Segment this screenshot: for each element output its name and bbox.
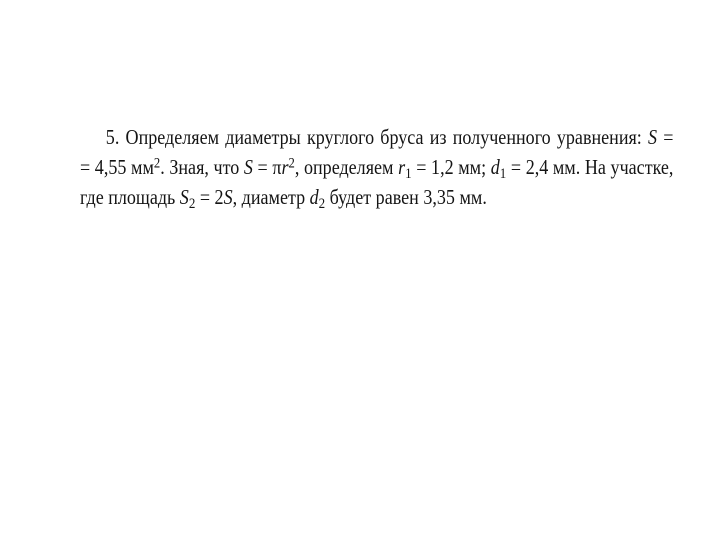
subscript-2: 2 <box>318 196 326 213</box>
subscript-1: 1 <box>499 166 507 183</box>
variable-S: S <box>243 155 253 179</box>
line-2-text-b: . Зная, что <box>160 155 240 179</box>
subscript-1: 1 <box>405 166 412 183</box>
line-2-text-d: , определяем <box>294 155 394 179</box>
text-line-1 <box>80 122 673 152</box>
line-3-text-c: , диаметр <box>232 185 306 209</box>
variable-d2: d <box>309 185 319 209</box>
line-1-text: 5. Определяем диаметры круглого бруса из полученного уравнения: <box>105 125 642 149</box>
equals-sign: = <box>663 125 674 149</box>
superscript-2: 2 <box>153 155 161 172</box>
line-3-text-b: = 2 <box>199 185 224 209</box>
area-value: = 4,55 мм <box>80 155 154 179</box>
text-line-2 <box>80 152 673 182</box>
variable-S2: S <box>179 185 189 209</box>
variable-S: S <box>648 125 658 149</box>
superscript-r: 2 <box>288 155 295 172</box>
variable-r: r <box>281 155 289 179</box>
line-2-text-c: = π <box>257 155 282 179</box>
problem-text <box>80 122 673 212</box>
variable-d1: d <box>490 155 500 179</box>
line-2-text-f: = 2,4 мм. На участке, <box>510 155 674 179</box>
line-3-text-d: будет равен 3,35 мм. <box>329 185 487 209</box>
variable-r1: r <box>398 155 406 179</box>
subscript-2: 2 <box>188 196 196 213</box>
line-2-text-e: = 1,2 мм; <box>416 155 487 179</box>
text-line-3 <box>80 182 673 212</box>
variable-S: S <box>223 185 233 209</box>
line-3-text-a: где площадь <box>80 185 176 209</box>
